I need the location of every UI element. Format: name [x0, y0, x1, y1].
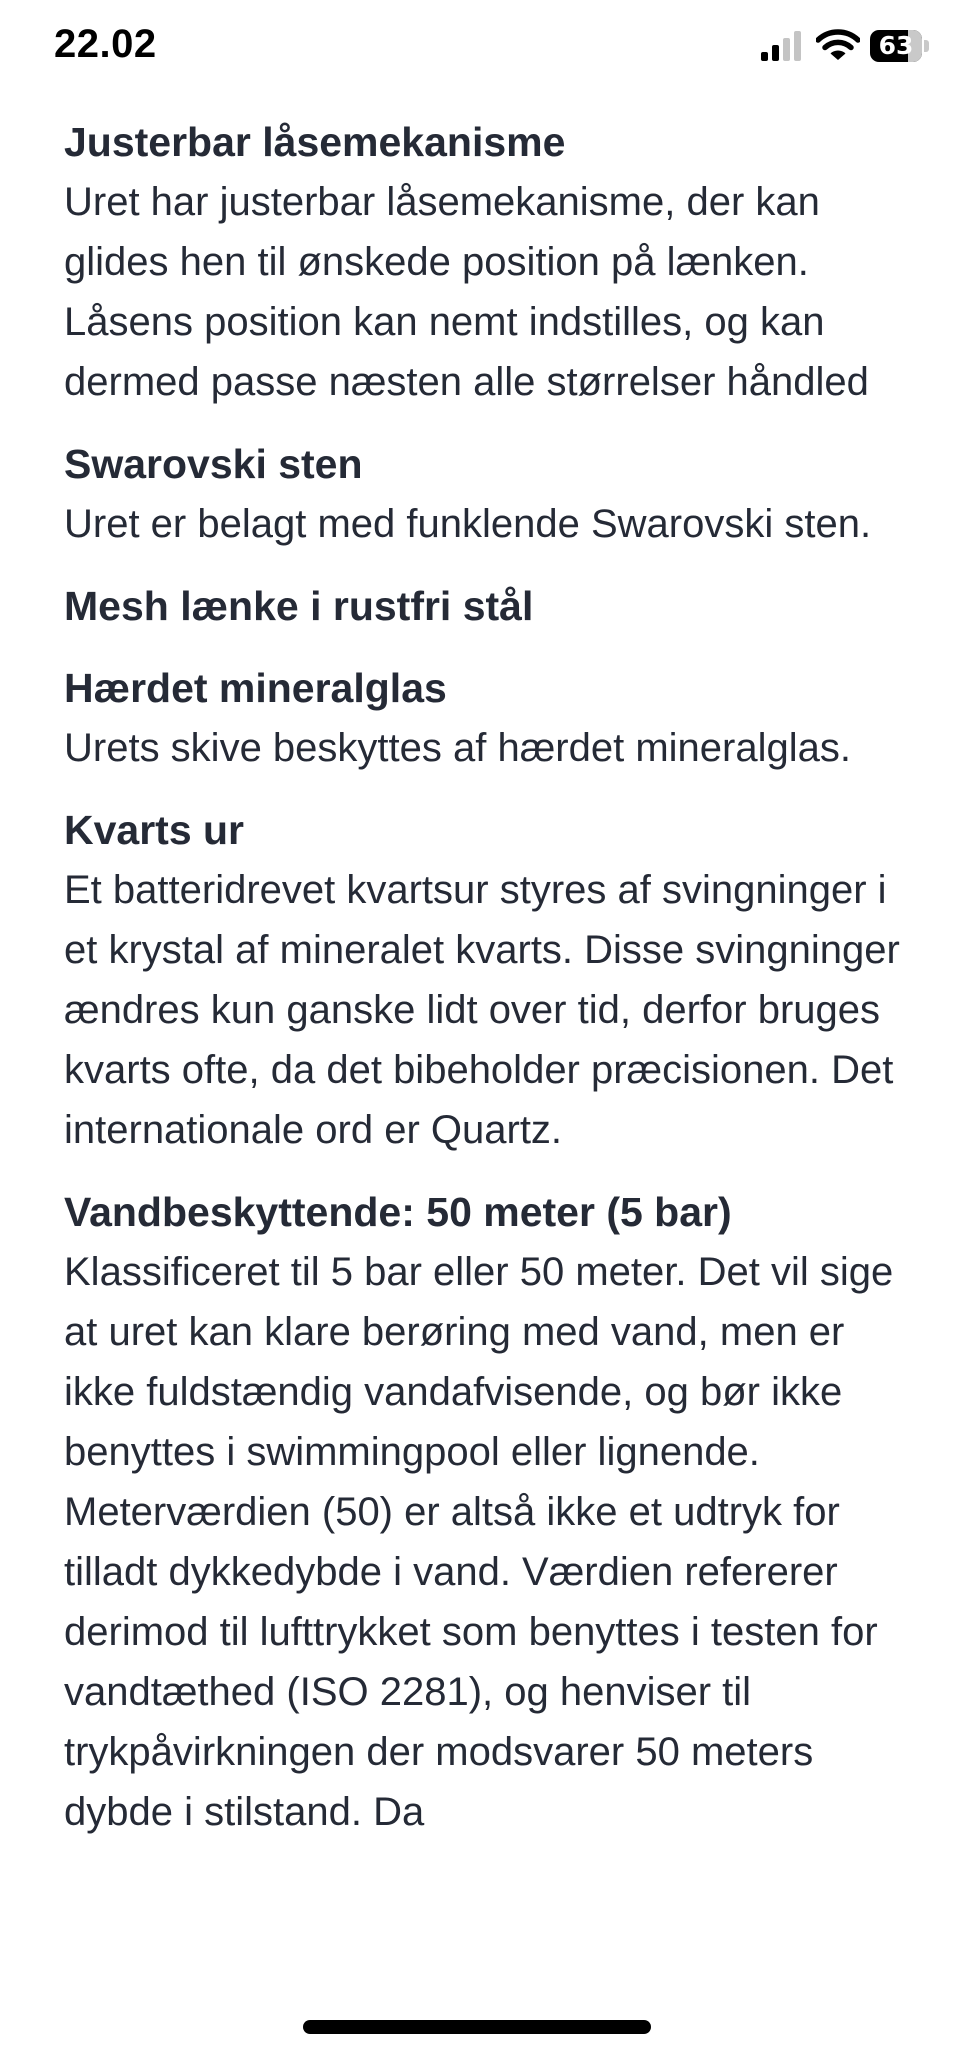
- wifi-icon: [816, 28, 860, 62]
- section-body: Uret har justerbar låsemekanisme, der kan glides hen til ønskede position på lænken. Låsens position kan nemt indstilles, og kan dermed passe næsten alle størrelser håndled: [64, 180, 869, 404]
- section-heading: Swarovski sten: [64, 441, 363, 487]
- section-quartz: [64, 800, 924, 1160]
- signal-icon: [760, 30, 804, 62]
- status-bar: [0, 0, 960, 90]
- section-heading: Hærdet mineralglas: [64, 665, 447, 711]
- home-indicator[interactable]: [303, 2020, 651, 2034]
- section-heading: Mesh lænke i rustfri stål: [64, 583, 534, 629]
- battery-body: [870, 30, 922, 62]
- section-heading: Kvarts ur: [64, 807, 245, 853]
- section-mesh-strap: [64, 576, 924, 636]
- battery-icon: [870, 30, 930, 62]
- section-water-resistance: [64, 1182, 924, 1842]
- battery-tip: [924, 40, 929, 52]
- section-body: Et batteridrevet kvartsur styres af svingninger i et krystal af mineralet kvarts. Disse svingninger ændres kun ganske lidt over tid, derfor bruges kvarts ofte, da det bibeholder præcisionen. Det internationale ord er Quartz.: [64, 868, 900, 1152]
- section-body: Urets skive beskyttes af hærdet mineralglas.: [64, 726, 851, 770]
- section-body: Uret er belagt med funklende Swarovski sten.: [64, 502, 872, 546]
- product-details: [64, 112, 924, 1864]
- section-swarovski-stones: [64, 434, 924, 554]
- status-time: 22.02: [54, 22, 157, 66]
- section-mineral-glass: [64, 658, 924, 778]
- section-heading: Vandbeskyttende: 50 meter (5 bar): [64, 1189, 732, 1235]
- section-heading: Justerbar låsemekanisme: [64, 119, 566, 165]
- section-adjustable-lock: [64, 112, 924, 412]
- section-body: Klassificeret til 5 bar eller 50 meter. Det vil sige at uret kan klare berøring med vand, men er ikke fuldstændig vandafvisende, og bør ikke benyttes i swimmingpool eller lignende. Meterværdien (50) er altså ikke et udtryk for tilladt dykkedybde i vand. Værdien refererer derimod til lufttrykket som benyttes i testen for vandtæthed (ISO 2281), og henviser til trykpåvirkningen der modsvarer 50 meters dybde i stilstand. Da: [64, 1250, 894, 1834]
- battery-level: 63: [878, 31, 914, 60]
